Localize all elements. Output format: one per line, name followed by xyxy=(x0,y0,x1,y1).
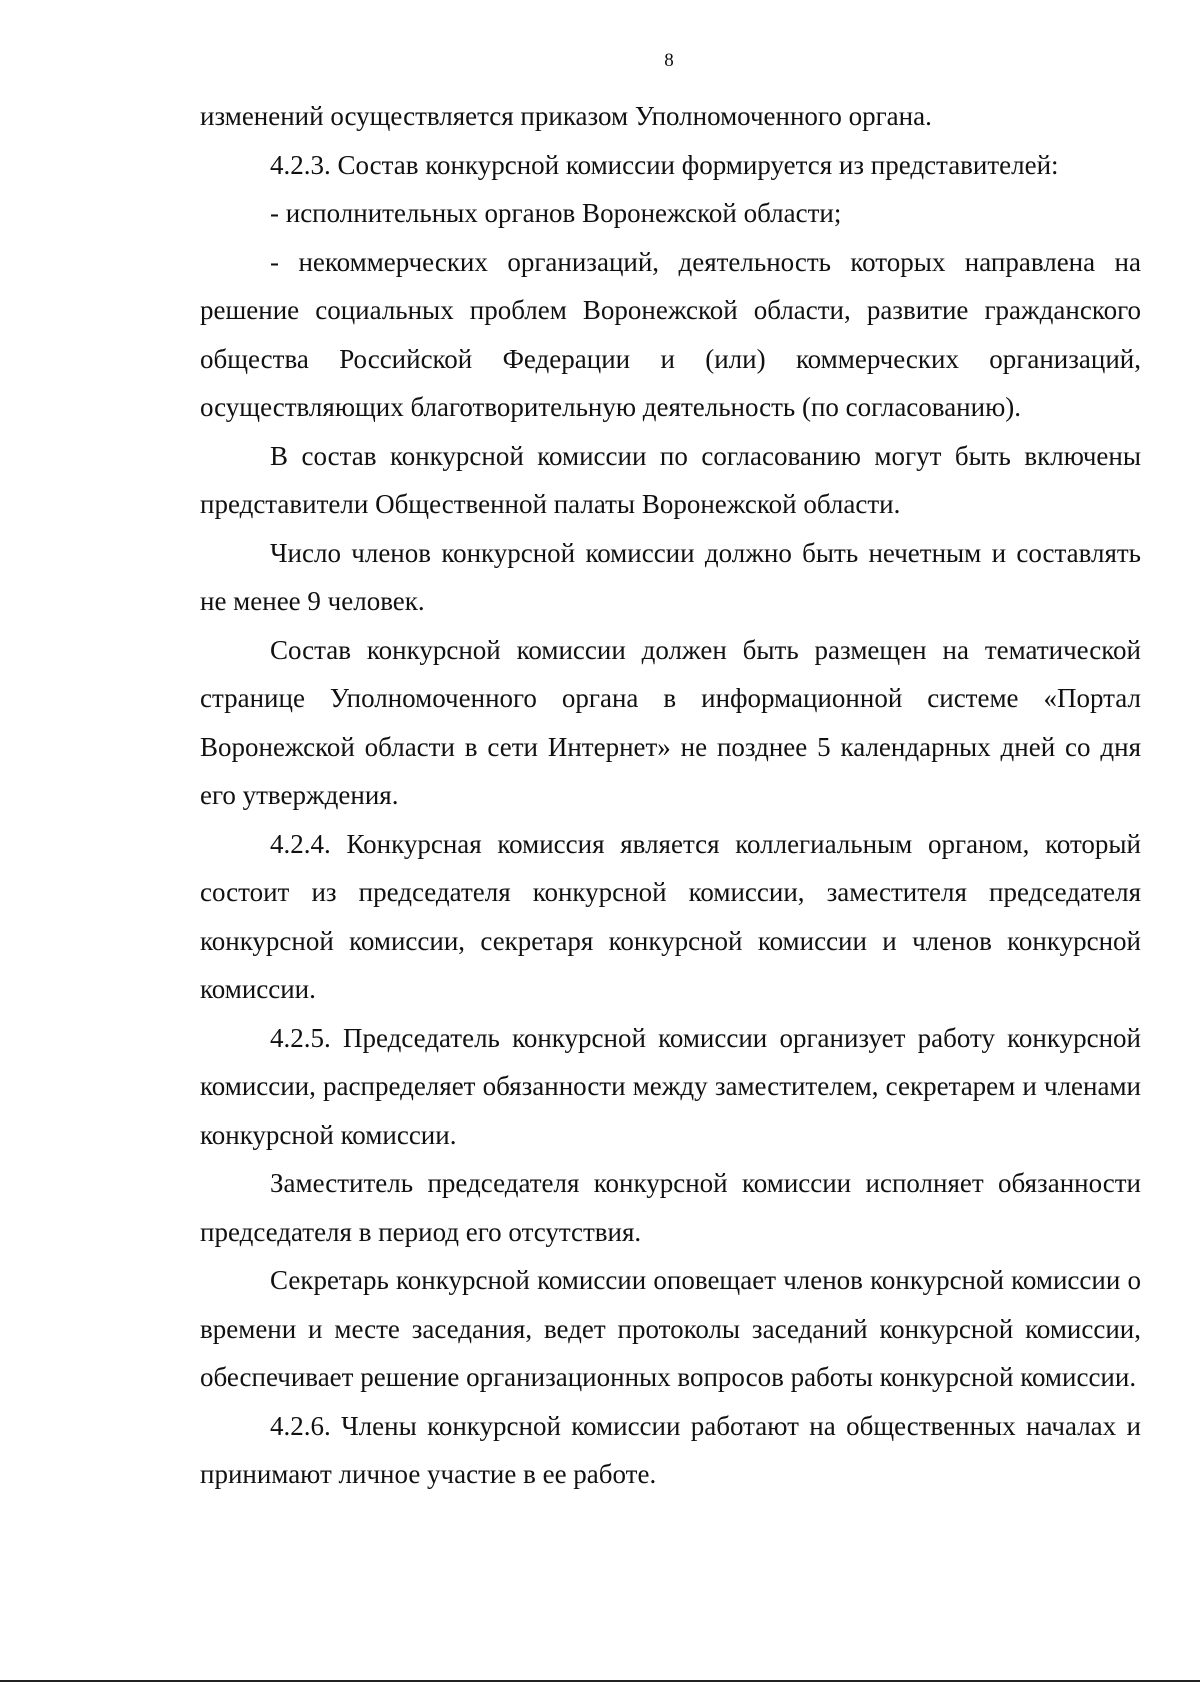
paragraph-member-count: Число членов конкурсной комиссии должно быть нечетным и составлять не менее 9 человек. xyxy=(200,537,1141,616)
paragraph-4-2-4: 4.2.4. Конкурсная комиссия является коллегиальным органом, который состоит из председателя конкурсной комиссии, заместителя председателя конкурсной комиссии, секретаря конкурсной комиссии и членов конкурсной комиссии. xyxy=(200,828,1141,1004)
document-body xyxy=(200,92,1141,1499)
paragraph-4-2-6: 4.2.6. Члены конкурсной комиссии работают на общественных началах и принимают личное участие в ее работе. xyxy=(200,1410,1141,1489)
paragraph-deputy-chairman: Заместитель председателя конкурсной комиссии исполняет обязанности председателя в период его отсутствия. xyxy=(200,1168,1141,1247)
paragraph-4-2-5: 4.2.5. Председатель конкурсной комиссии организует работу конкурсной комиссии, распределяет обязанности между заместителем, секретарем и членами конкурсной комиссии. xyxy=(200,1022,1141,1150)
paragraph-continuation: изменений осуществляется приказом Уполномоченного органа. xyxy=(200,101,932,131)
list-item-nonprofit-organizations: - некоммерческих организаций, деятельность которых направлена на решение социальных проблем Воронежской области, развитие гражданского общества Российской Федерации и (или) коммерческих организаций, осуществляющих благотворительную деятельность (по согласованию). xyxy=(200,246,1141,422)
page-number: 8 xyxy=(664,50,674,71)
paragraph-composition-publication: Состав конкурсной комиссии должен быть размещен на тематической странице Уполномоченного органа в информационной системе «Портал Воронежской области в сети Интернет» не позднее 5 календарных дней со дня его утверждения. xyxy=(200,634,1141,810)
list-item-executive-bodies: - исполнительных органов Воронежской области; xyxy=(270,198,842,228)
bottom-divider xyxy=(0,1680,1200,1682)
paragraph-4-2-3: 4.2.3. Состав конкурсной комиссии формируется из представителей: xyxy=(270,149,1059,180)
paragraph-secretary: Секретарь конкурсной комиссии оповещает членов конкурсной комиссии о времени и месте заседания, ведет протоколы заседаний конкурсной комиссии, обеспечивает решение организационных вопросов работы конкурсной комиссии. xyxy=(200,1265,1141,1392)
paragraph-public-chamber: В состав конкурсной комиссии по согласованию могут быть включены представители Общественной палаты Воронежской области. xyxy=(200,440,1141,519)
